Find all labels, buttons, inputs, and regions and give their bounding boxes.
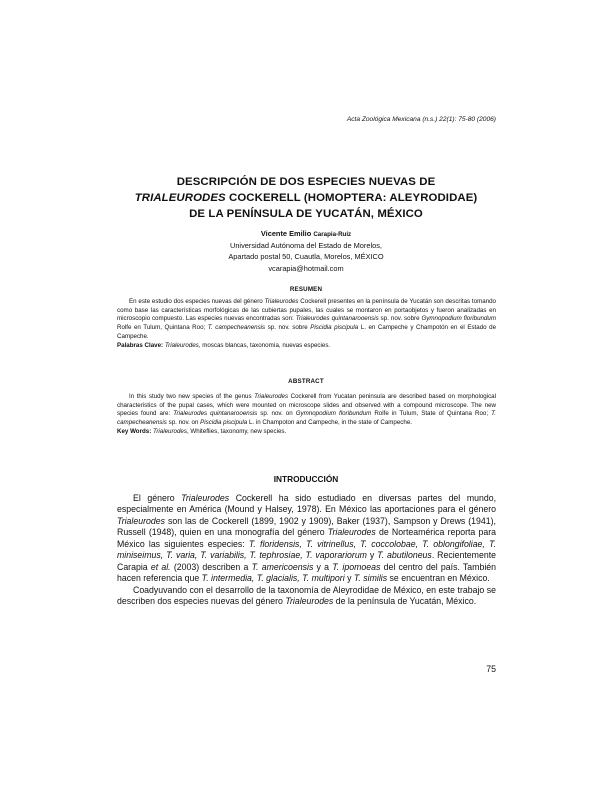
author-name	[150, 228, 462, 240]
resumen-paragraph	[117, 298, 496, 342]
resumen-s3: sp. nov. sobre	[378, 315, 422, 323]
author-address: Apartado postal 50, Cuautla, Morelos, MÉXICO	[228, 252, 384, 262]
author-email: vcarapia@hotmail.com	[268, 263, 344, 273]
abstract-s1: In this study two new species of the genus	[129, 393, 255, 400]
abstract-species-2: T. campecheanensis	[117, 410, 497, 427]
text-run: de la península de Yucatán, México.	[333, 596, 477, 607]
resumen-host-2: Piscidia piscipula	[310, 324, 359, 332]
italic-taxon-run: T. intermedia, T. glacialis, T. multipori	[201, 573, 345, 584]
resumen-keywords-rest: , moscas blancas, taxonomía, nuevas especies.	[198, 341, 331, 349]
italic-taxon-run: Trialeurodes	[181, 493, 230, 503]
italic-taxon-run: T. ipomoeas	[332, 561, 381, 572]
abstract-keywords-label: Key Words:	[117, 427, 153, 435]
resumen-species-2: T. campecheanensis	[207, 324, 266, 332]
resumen-text	[117, 298, 496, 350]
text-run: (2003) describen a	[170, 561, 252, 572]
abstract-text	[117, 393, 496, 437]
text-run: y a	[313, 561, 333, 572]
abstract-keywords-genus: Trialeurodes	[153, 427, 187, 435]
text-run: de Norteamérica reporta para México las siguientes especies:	[117, 527, 496, 549]
abstract-heading: ABSTRACT	[288, 378, 324, 385]
resumen-heading: RESUMEN	[289, 286, 323, 293]
abstract-paragraph	[117, 393, 496, 428]
resumen-keywords	[117, 342, 496, 351]
italic-taxon-run: Trialeurodes	[327, 527, 376, 538]
abstract-genus: Trialeurodes	[254, 393, 289, 400]
resumen-species-1: Trialeurodes quintanarooensis	[295, 315, 379, 323]
text-run: se encuentran en México.	[387, 573, 490, 584]
text-run: del centro del país. También hacen referencia que	[117, 561, 497, 584]
text-run: y	[344, 573, 354, 584]
author-given-names: Vicente Emilio	[260, 229, 314, 238]
introduccion-paragraph-1	[117, 493, 496, 585]
abstract-s5: sp. nov. on	[166, 419, 201, 427]
abstract-keywords-rest: , Whiteflies, taxonomy, new species.	[186, 427, 287, 435]
abstract-host-2: Piscidia piscipula	[200, 419, 248, 427]
resumen-s5: sp. nov. sobre	[265, 324, 311, 332]
italic-taxon-run: Trialeurodes	[117, 515, 165, 526]
text-run: Coadyuvando con el desarrollo de la taxonomía de Aleyrodidae de México, en este trabajo se describen dos especies nuevas del género	[117, 584, 496, 607]
resumen-genus: Trialeurodes	[264, 298, 299, 305]
italic-taxon-run: T. floridensis, T. vitrinellus, T. coccolobae, T. oblongifoliae, T. miniseimus, T. varia, T. variabilis, T. tephrosiae, T. vaporariorum	[117, 538, 496, 561]
italic-taxon-run: T. similis	[353, 573, 388, 584]
resumen-s4: Rolfe en Tulum, Quintana Roo;	[117, 324, 208, 332]
author-surname: Carapia-Ruíz	[313, 231, 352, 238]
introduccion-body	[117, 493, 496, 608]
text-run: . Recientemente Carapia	[117, 550, 496, 572]
introduccion-paragraph-2	[117, 585, 496, 608]
text-run: Cockerell ha sido estudiado en diversas partes del mundo, especialmente en América (Mound y Halsey, 1978). En México las aportaciones para el género	[117, 493, 496, 515]
title-line-3: DE LA PENÍNSULA DE YUCATÁN, MÉXICO	[189, 208, 423, 220]
title-line-1: DESCRIPCIÓN DE DOS ESPECIES NUEVAS DE	[176, 176, 436, 188]
author-affiliation: Universidad Autónoma del Estado de Morelos,	[229, 241, 382, 251]
italic-taxon-run: et al.	[150, 561, 171, 572]
journal-citation-header: Acta Zoológica Mexicana (n.s.) 22(1): 75-80 (2006)	[346, 116, 496, 123]
page-number: 75	[486, 664, 496, 674]
abstract-s2: Cockerell from Yucatan peninsula are described based on morphological characteristics of the pupal cases, which were mounted on microscope slides and observed with a compound microscope. The new species found are:	[117, 393, 496, 418]
text-run: El género	[133, 493, 182, 503]
italic-taxon-run: T. abutiloneus	[377, 550, 432, 561]
italic-taxon-run: Trialeurodes	[285, 596, 334, 607]
resumen-host-1: Gymnopodium floribundum	[421, 315, 496, 323]
abstract-species-1: Trialeurodes quintanarooensis	[173, 410, 258, 418]
title-line-2	[80, 190, 532, 206]
resumen-keywords-label: Palabras Clave:	[117, 341, 165, 349]
italic-taxon-run: T. americoensis	[251, 561, 314, 572]
resumen-s6: L. en Campeche y Champotón en el Estado de Campeche.	[117, 324, 497, 340]
resumen-s2: Cockerell presentes en la península de Yucatán son descritas tomando como base las características morfológicas de las cubiertas pupales, las cuales se montaron en portaobjetos y fueron analizadas en microscopio compuesto. Las especies nuevas encontradas son:	[117, 298, 496, 323]
abstract-s3: sp. nov. on	[257, 410, 296, 418]
author-block	[150, 228, 462, 274]
text-run: y	[366, 550, 378, 561]
introduccion-heading: INTRODUCCIÓN	[273, 474, 339, 484]
title-line-2-rest: COCKERELL (HOMOPTERA: ALEYRODIDAE)	[225, 192, 478, 204]
resumen-keywords-genus: Trialeurodes	[164, 341, 199, 349]
abstract-host-1: Gymnopodium floribundum	[295, 410, 372, 418]
abstract-keywords	[117, 428, 496, 437]
resumen-s1: En este estudio dos especies nuevas del género	[129, 298, 265, 305]
text-run: son las de Cockerell (1899, 1902 y 1909), Baker (1937), Sampson y Drews (1941), Russell (1948), quien en una monografía del género	[117, 515, 496, 538]
title-genus: TRIALEURODES	[134, 192, 226, 204]
article-title	[80, 174, 532, 222]
abstract-s4: Rolfe in Tulum, State of Quintana Roo;	[371, 410, 492, 418]
abstract-s6: L. in Champoton and Campeche, in the state of Campeche.	[247, 419, 413, 427]
